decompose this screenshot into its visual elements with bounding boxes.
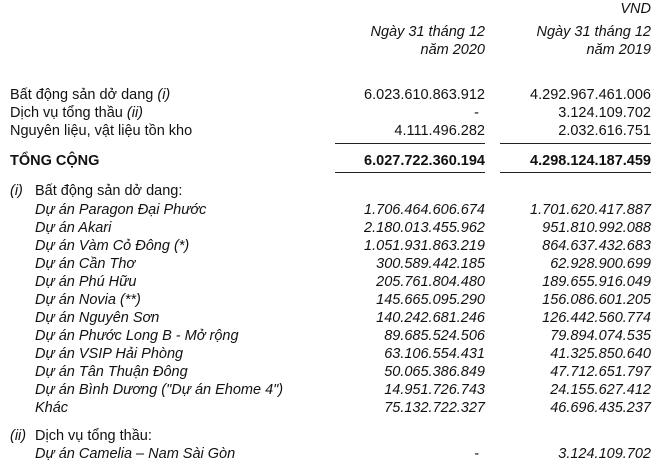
row-label-general-contracting: Dịch vụ tổng thầu (ii) xyxy=(10,105,143,121)
total-value-2019: 4.298.124.187.459 xyxy=(530,153,651,169)
project-value-2019: 62.928.900.699 xyxy=(550,256,651,272)
project-value-2019: 156.086.601.205 xyxy=(542,292,651,308)
project-value-2019: 79.894.074.535 xyxy=(550,328,651,344)
subtotal-rule-2019 xyxy=(500,143,651,144)
note-ii-title: Dịch vụ tổng thầu: xyxy=(35,428,152,444)
project-label: Dự án Tân Thuận Đông xyxy=(35,364,188,380)
project-value-2019: 189.655.916.049 xyxy=(542,274,651,290)
project-label: Dự án Cần Thơ xyxy=(35,256,136,272)
project-label: Dự án Akari xyxy=(35,220,112,236)
project-label: Dự án Nguyên Sơn xyxy=(35,310,160,326)
total-rule-2020 xyxy=(335,172,485,173)
row-label-materials: Nguyên liệu, vật liệu tồn kho xyxy=(10,123,193,139)
subtotal-rule-2020 xyxy=(335,143,485,144)
total-rule-2019 xyxy=(500,172,651,173)
project-value-2019: 864.637.432.683 xyxy=(542,238,651,254)
project-value-2020: 2.180.013.455.962 xyxy=(364,220,485,236)
project-value-2019: 3.124.109.702 xyxy=(558,446,651,462)
project-value-2020: 14.951.726.743 xyxy=(384,382,485,398)
column-header-2020-line1: Ngày 31 tháng 12 xyxy=(370,24,485,40)
project-value-2020: - xyxy=(474,446,479,462)
row-value-2020: 6.023.610.863.912 xyxy=(364,87,485,103)
note-i-marker: (i) xyxy=(10,183,23,199)
project-label: Dự án Bình Dương ("Dự án Ehome 4") xyxy=(35,382,284,398)
project-label: Khác xyxy=(35,400,69,416)
project-value-2020: 75.132.722.327 xyxy=(384,400,485,416)
row-value-2020: 4.111.496.282 xyxy=(394,123,485,139)
note-ii-marker: (ii) xyxy=(10,428,27,444)
project-value-2020: 145.665.095.290 xyxy=(376,292,485,308)
project-value-2019: 47.712.651.797 xyxy=(550,364,651,380)
project-value-2020: 1.706.464.606.674 xyxy=(364,202,485,218)
project-value-2020: 63.106.554.431 xyxy=(384,346,485,362)
project-label: Dự án VSIP Hải Phòng xyxy=(35,346,184,362)
total-value-2020: 6.027.722.360.194 xyxy=(364,153,485,169)
project-value-2019: 1.701.620.417.887 xyxy=(530,202,651,218)
project-value-2020: 140.242.681.246 xyxy=(376,310,485,326)
project-value-2020: 205.761.804.480 xyxy=(376,274,485,290)
project-value-2019: 951.810.992.088 xyxy=(542,220,651,236)
project-label: Dự án Phước Long B - Mở rộng xyxy=(35,328,239,344)
project-value-2019: 24.155.627.412 xyxy=(550,382,651,398)
project-value-2019: 126.442.560.774 xyxy=(542,310,651,326)
column-header-2020-line2: năm 2020 xyxy=(420,42,485,58)
row-value-2019: 4.292.967.461.006 xyxy=(530,87,651,103)
row-value-2019: 3.124.109.702 xyxy=(558,105,651,121)
row-value-2020: - xyxy=(474,105,479,121)
project-value-2019: 41.325.850.640 xyxy=(550,346,651,362)
column-header-2019-line2: năm 2019 xyxy=(586,42,651,58)
project-label: Dự án Camelia – Nam Sài Gòn xyxy=(35,446,236,462)
project-label: Dự án Novia (**) xyxy=(35,292,141,308)
currency-label: VND xyxy=(620,1,651,17)
project-value-2020: 89.685.524.506 xyxy=(384,328,485,344)
project-value-2020: 1.051.931.863.219 xyxy=(364,238,485,254)
total-label: TỔNG CỘNG xyxy=(10,153,100,169)
project-label: Dự án Vàm Cỏ Đông (*) xyxy=(35,238,190,254)
project-value-2020: 50.065.386.849 xyxy=(384,364,485,380)
project-value-2019: 46.696.435.237 xyxy=(550,400,651,416)
column-header-2019-line1: Ngày 31 tháng 12 xyxy=(536,24,651,40)
project-value-2020: 300.589.442.185 xyxy=(376,256,485,272)
project-label: Dự án Paragon Đại Phước xyxy=(35,202,207,218)
project-label: Dự án Phú Hữu xyxy=(35,274,137,290)
note-i-title: Bất động sản dở dang: xyxy=(35,183,183,199)
row-value-2019: 2.032.616.751 xyxy=(558,123,651,139)
row-label-real-estate: Bất động sản dở dang (i) xyxy=(10,87,171,103)
